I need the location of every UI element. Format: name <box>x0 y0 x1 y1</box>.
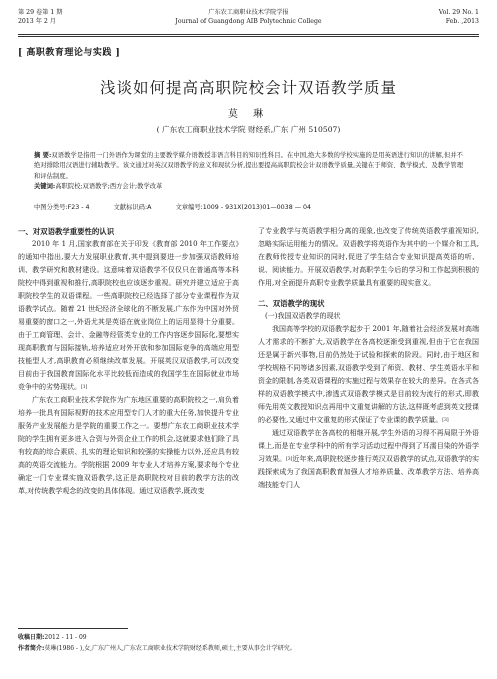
bio-value: 莫琳(1986 - ),女,广东广州人,广东农工商职业技术学院财经系教师,硕士,主要从事会计学研究。 <box>44 645 296 652</box>
subsection-heading: (一)我国双语教学的现状 <box>265 312 341 320</box>
classification-row <box>34 202 333 211</box>
document-code: 文献标识码:A <box>113 204 152 211</box>
date-en: Feb. ,2013 <box>445 18 479 25</box>
bio-label: 作者简介: <box>18 645 45 652</box>
article-title: 浅谈如何提高高职院校会计双语教学质量 <box>99 79 397 97</box>
date-cn: 2013 年 2 月 <box>18 18 56 25</box>
abstract-text: 双语教学是指用一门外语作为课堂的主要教学媒介语教授非语言科目的知识性科目。在中国,绝大多数的学校实施的是用英语进行知识的讲解,但并不绝对排除用汉语进行辅助教学。该文通过对英汉双语教学的意义和现状分析,提出要提高高职院校会计双语教学质量,关键在于师资、教学模式、及教学管理和评估制度。 <box>34 152 463 180</box>
keywords-text: 高职院校;双语教学;西方会计;教学改革 <box>55 183 163 191</box>
journal-name <box>18 8 479 26</box>
header-rule-thin <box>18 36 479 37</box>
paragraph <box>258 427 479 492</box>
affiliation: ( 广东农工商职业技术学院 财经系,广东 广州 510507) <box>156 125 341 134</box>
footnote <box>18 632 479 654</box>
body-column-left <box>18 225 239 498</box>
paragraph-text: 2010 年 1 月,国家教育部在关于印发《教育部 2010 年工作要点》的通知中指出,要大力发展职业教育,其中提到要进一步加强双语教师培训、教学研究和教材建设。这意味着双语教学不仅仅只在普通高等本科院校中得到重视和推行,高职院校也应该逐步重视。研究并建立适应于高职院校学生的双语课程。一些高职院校已经选择了部分专业课程作为双语教学试点。随着 21 世纪经济全球化的不断发展,广东作为中国对外贸易重要的窗口之一,外语尤其是英语在就业岗位上的运用显得十分重要。由于工商管理、会计、金融等经管类专业的工作内容逐步国际化,要想实现高职教育与国际接轨,培养适应对外开放和参加国际竞争的高端应用型技能型人才,高职教育必须继续改革发展。开展英汉双语教学,可以改变目前由于我国教育国际化水平比较低而造成的我国学生在国际就业市场竞争中的劣势现状。 <box>18 240 239 391</box>
section-heading-1: 一、对双语教学重要性的认识 <box>18 227 115 236</box>
body-column-right <box>258 225 479 492</box>
paragraph-text: 我国高等学校的双语教学起步于 2001 年,随着社会经济发展对高端人才需求的不断扩大,双语教学在各高校逐渐受到重视,但由于它在我国还是属于新兴事物,目前仍然处于试验和探索的阶段。同时,由于地区和学校规格不同等诸多因素,双语教学受到了师资、教材、学生英语水平和资金的限制,各类双语课程的实施过程与效果存在较大的差异。在各式各样的双语教学模式中,渗透式双语教学模式是目前较为流行的形式,即教师先用英文教授知识点再用中文重复讲解的方法,这样既考虑到英文授课的必要性,又通过中文重复的形式保证了专业课的教学质量。 <box>258 325 479 424</box>
header-rule <box>18 34 479 35</box>
paragraph: 广东农工商职业技术学院作为广东地区重要的高职院校之一,肩负着培养一批具有国际视野的技术应用型专门人才的重大任务,加快提升专业服务产业发展能力是学院的重要工作之一。要想广东农工商职业技术学院的学生拥有更多进入合资与外资企业工作的机会,这就要求他们除了具有较高的综合素质、扎实的理论知识和较强的实操能力以外,还应具有较高的英语交流能力。学院根据 2009 年专业人才培养方案,要求每个专业确定一门专业课实施双语教学,这正是高职院校对目前的教学方法的改革,对传统教学观念的改变的具体体现。通过双语教学,既改变 <box>18 396 239 495</box>
footnote-rule <box>18 628 128 629</box>
author-bio <box>18 643 479 654</box>
paragraph <box>258 323 479 427</box>
citation: [3] <box>286 457 293 462</box>
journal-name-cn: 广东农工商职业技术学院学报 <box>208 9 289 16</box>
column-tag: [ 高职教育理论与实践 ] <box>18 48 121 58</box>
citation: [1] <box>81 385 88 390</box>
author: 莫 琳 <box>227 109 270 120</box>
citation: [3] <box>442 418 449 423</box>
paragraph-text: 近年来,高职院校逐步推行英汉双语教学的试点,双语教学的实践探索成为了我国高职教育加强人才培养质量、改革教学方法、培养高端技能专门人 <box>258 455 480 489</box>
clc-number: 中图分类号:F23 - 4 <box>34 204 90 211</box>
section-heading-2: 二、双语教学的现状 <box>258 299 325 308</box>
abstract <box>34 151 463 193</box>
abstract-label: 摘 要: <box>34 152 52 159</box>
keywords-label: 关键词: <box>34 183 56 191</box>
article-number: 文章编号:1009 - 931X(2013)01—0038 — 04 <box>175 204 312 211</box>
journal-volume <box>439 8 479 26</box>
received-value: 2012 - 11 - 09 <box>44 634 87 641</box>
volume-issue-en: Vol. 29 No. 1 <box>438 9 479 16</box>
received-label: 收稿日期: <box>18 634 45 641</box>
journal-name-en: Journal of Guangdong AIB Polytechnic College <box>175 18 322 25</box>
paragraph: 了专业教学与英语教学相分离的现象,也改变了传统英语教学重视知识,忽略实际运用能力的情况。双语教学将英语作为其中的一个媒介和工具,在教师传授专业知识的同时,促进了学生结合专业知识提高英语的听、说、阅读能力。开展双语教学,对高职学生今后的学习和工作起到积极的作用,对全面提升高职专业教学质量具有重要的现实意义。 <box>258 227 479 287</box>
paragraph <box>18 238 239 394</box>
paragraph-text: 通过双语教学在各高校的相继开展,学生外语的习得不再局限于外语课上,而是在专业学科中的所有学习活动过程中得到了耳濡目染的外语学习效果。 <box>258 429 479 463</box>
volume-issue-cn: 第 29 卷第 1 期 <box>18 9 63 16</box>
received-date <box>18 632 479 643</box>
